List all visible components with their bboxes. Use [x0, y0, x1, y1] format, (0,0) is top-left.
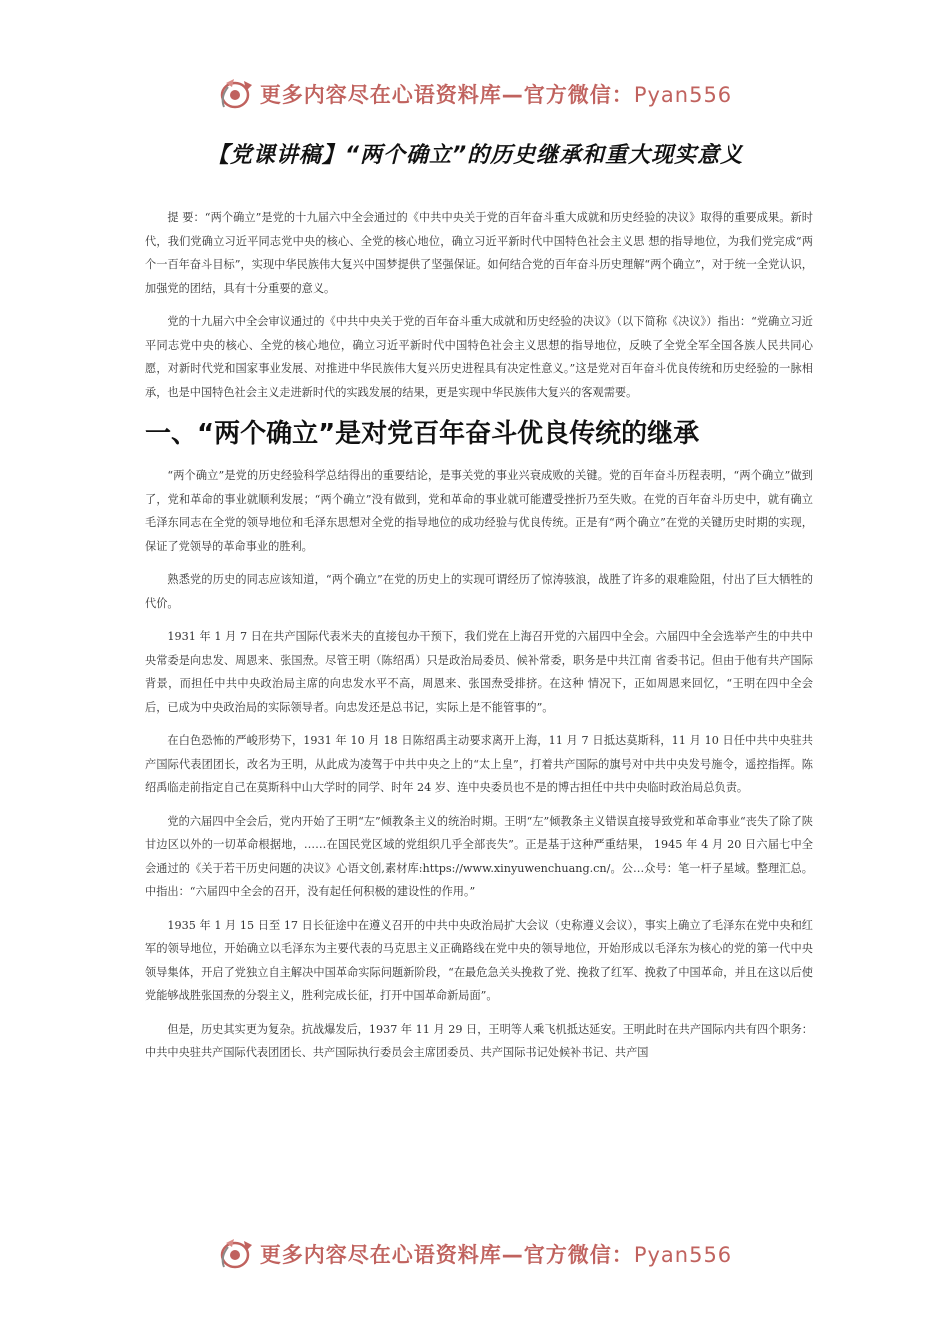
intro-paragraph: 党的十九届六中全会审议通过的《中共中央关于党的百年奋斗重大成就和历史经验的决议》（以下简称《决议》）指出：“党确立习近平同志党中央的核心、全党的核心地位，确立习近平新时代中国特色社会主义思想的指导地位，反映了全党全军全国各族人民共同心愿，对新时代党和国家事业发展、对推进中华民族伟大复兴历史进程具有决定性意义。”这是党对百年奋斗优良传统和历史经验的一脉相承，也是中国特色社会主义走进新时代的实践发展的结果，更是实现中华民族伟大复兴的客观需要。	[145, 315, 813, 399]
footer-banner	[0, 1234, 950, 1274]
abstract-paragraph: 提 要：“两个确立”是党的十九届六中全会通过的《中共中央关于党的百年奋斗重大成就和历史经验的决议》取得的重要成果。新时代，我们党确立习近平同志党中央的核心、全党的核心地位，确立习近平新时代中国特色社会主义思 想的指导地位，为我们党完成“两个一百年奋斗目标”，实现中华民族伟大复兴中国梦提供了坚强保证。如何结合党的百年奋斗历史理解“两个确立”，对于统一全党认识，加强党的团结，具有十分重要的意义。	[145, 211, 813, 295]
document-body	[145, 206, 813, 1075]
header-banner	[0, 74, 950, 114]
section-heading: 一、“两个确立”是对党百年奋斗优良传统的继承	[145, 419, 700, 449]
body-paragraph: 党的六届四中全会后，党内开始了王明“左”倾教条主义的统治时期。王明“左”倾教条主义错误直接导致党和革命事业“丧失了除了陕甘边区以外的一切革命根据地，……在国民党区域的党组织几乎全部丧失”。正是基于这种严重结果， 1945 年 4 月 20 日六届七中全会通过的《关于若干历史问题的决议》心语文创,素材库:https://www.xinyuwenchuang.cn/。公…众号：笔一杆子星域。整理汇总。中指出：“六届四中全会的召开，没有起任何积极的建设性的作用。”	[145, 814, 813, 898]
body-paragraph: 1931 年 1 月 7 日在共产国际代表米夫的直接包办干预下，我们党在上海召开党的六届四中全会。六届四中全会选举产生的中共中央常委是向忠发、周恩来、张国焘。尽管王明（陈绍禹）只是政治局委员、候补常委，职务是中共江南 省委书记。但由于他有共产国际背景，而担任中共中央政治局主席的向忠发水平不高，周恩来、张国焘受排挤。在这种 情况下，正如周恩来回忆，“王明在四中全会后，已成为中央政治局的实际领导者。向忠发还是总书记，实际上是不能管事的”。	[145, 630, 813, 714]
banner-text: 更多内容尽在心语资料库—官方微信：Pyan556	[259, 1243, 733, 1267]
wechat-id: Pyan556	[633, 83, 733, 107]
logo-icon	[218, 77, 256, 111]
body-paragraph: 熟悉党的历史的同志应该知道，“两个确立”在党的历史上的实现可谓经历了惊涛骇浪，战胜了许多的艰难险阻，付出了巨大牺牲的代价。	[145, 573, 813, 610]
body-paragraph: 1935 年 1 月 15 日至 17 日长征途中在遵义召开的中共中央政治局扩大会议（史称遵义会议），事实上确立了毛泽东在党中央和红军的领导地位，开始确立以毛泽东为主要代表的马克思主义正确路线在党中央的领导地位，开始形成以毛泽东为核心的党的第一代中央领导集体，开启了党独立自主解决中国革命实际问题新阶段，“在最危急关头挽救了党、挽救了红军、挽救了中国革命，并且在这以后使党能够战胜张国焘的分裂主义，胜利完成长征，打开中国革命新局面”。	[145, 918, 813, 1002]
page-title: 【党课讲稿】“两个确立”的历史继承和重大现实意义	[206, 143, 744, 168]
wechat-id: Pyan556	[633, 1243, 733, 1267]
banner-text: 更多内容尽在心语资料库—官方微信：Pyan556	[259, 83, 733, 107]
logo-icon	[218, 1237, 256, 1271]
body-paragraph: “两个确立”是党的历史经验科学总结得出的重要结论，是事关党的事业兴衰成败的关键。党的百年奋斗历程表明，“两个确立”做到了，党和革命的事业就顺利发展；“两个确立”没有做到，党和革命的事业就可能遭受挫折乃至失败。在党的百年奋斗历史中，就有确立毛泽东同志在全党的领导地位和毛泽东思想对全党的指导地位的成功经验与优良传统。正是有“两个确立”在党的关键历史时期的实现，保证了党领导的革命事业的胜利。	[145, 469, 813, 553]
body-paragraph: 在白色恐怖的严峻形势下，1931 年 10 月 18 日陈绍禹主动要求离开上海，11 月 7 日抵达莫斯科，11 月 10 日任中共中央驻共产国际代表团团长，改名为王明，从此成为凌驾于中共中央之上的“太上皇”，打着共产国际的旗号对中共中央发号施令，遥控指挥。陈绍禹临走前指定自己在莫斯科中山大学时的同学、时年 24 岁、连中央委员也不是的博古担任中共中央临时政治局总负责。	[145, 734, 813, 794]
body-paragraph: 但是，历史其实更为复杂。抗战爆发后，1937 年 11 月 29 日，王明等人乘飞机抵达延安。王明此时在共产国际内共有四个职务：中共中央驻共产国际代表团团长、共产国际执行委员会主席团委员、共产国际书记处候补书记、共产国	[145, 1022, 813, 1059]
